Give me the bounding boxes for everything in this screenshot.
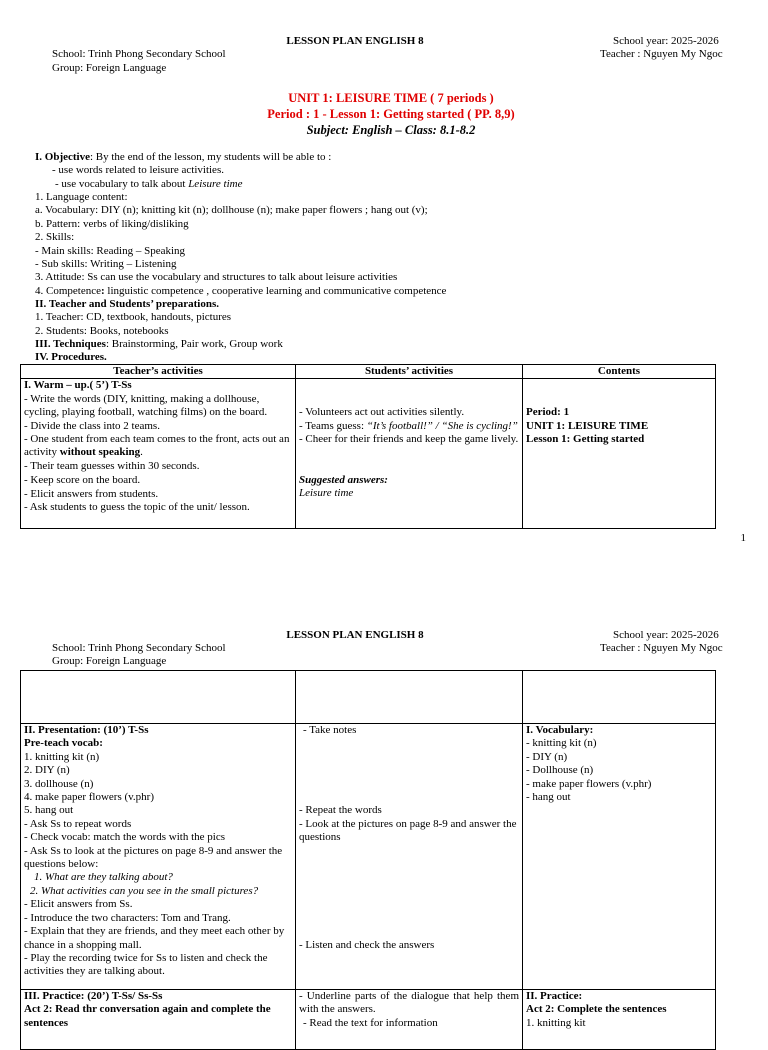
techniques-line [35,338,283,351]
preparations-heading: II. Teacher and Students’ preparations. [35,298,219,310]
sub-skills: - Sub skills: Writing – Listening [35,258,177,270]
warmup-teacher-cell [21,379,296,529]
objective-line [35,151,331,164]
warmup-contents-cell [523,379,716,529]
practice-title: III. Practice: (20’) T-Ss/ Ss-Ss [24,990,163,1002]
practice-act-2: Act 2: Read thr conversation again and complete the sentences [24,1003,271,1029]
header-teacher-activities: Teacher’s activities [21,365,296,379]
warmup-title: I. Warm – up.( 5’) T-Ss [24,379,132,392]
vocab-item: 3. dollhouse (n) [24,777,94,790]
warmup-step: - Ask students to guess the topic of the unit/ lesson. [24,501,250,514]
warmup-step-end: . [140,446,143,459]
student-activity: - Listen and check the answers [299,938,435,951]
practice-contents-cell [523,990,716,1050]
subject-line: Subject: English – Class: 8.1-8.2 [306,123,476,137]
vocab-content-item: - knitting kit (n) [526,737,597,750]
vocab-content-item: - hang out [526,791,571,804]
vocab-item: 5. hang out [24,804,74,817]
objective-item-2 [55,178,242,191]
page-number: 1 [740,532,746,544]
warmup-step: - Write the words (DIY, knitting, making a dollhouse, cycling, playing football, watching films) on the board. [24,392,268,419]
contents-lesson: Lesson 1: Getting started [526,433,645,446]
vocab-content-item: - Dollhouse (n) [526,764,594,777]
student-activity: - Underline parts of the dialogue that help them with the answers. [299,990,519,1016]
contents-period: Period: 1 [526,406,570,419]
student-activity: - Volunteers act out activities silently. [299,406,465,419]
practice-content-item: 1. knitting kit [526,1016,586,1029]
competence-line [35,285,446,298]
vocabulary-heading: I. Vocabulary: [526,724,594,736]
procedures-table [20,364,716,529]
student-activity-text: - Teams guess: [299,419,367,432]
pattern-line: b. Pattern: verbs of liking/disliking [35,218,189,230]
competence-text: linguistic competence , cooperative learning and communicative competence [104,285,447,297]
procedures-heading: IV. Procedures. [35,351,107,363]
teacher-step: - Elicit answers from Ss. [24,898,133,911]
competence-label: 4. Competence [35,285,101,297]
attitude-line: 3. Attitude: Ss can use the vocabulary and structures to talk about leisure activities [35,271,398,283]
vocab-content-item: - DIY (n) [526,750,568,763]
vocab-item: 4. make paper flowers (v.phr) [24,791,155,804]
teacher-step: - Ask Ss to look at the pictures on page 8-9 and answer the questions below: [24,844,283,871]
warmup-step-text: - One student from each team comes to the front, acts out an activity [24,433,290,459]
group-name: Group: Foreign Language [52,655,167,667]
lesson-plan-title: LESSON PLAN ENGLISH 8 [286,629,424,641]
presentation-contents-cell [523,724,716,990]
question-item: 1. What are they talking about? [34,871,173,884]
suggested-answers-label: Suggested answers: [299,473,388,486]
teacher-step: - Play the recording twice for Ss to listen and check the activities they are talking about. [24,951,268,978]
vocab-item: 1. knitting kit (n) [24,750,100,763]
student-activity-italic: “It’s football!” / “She is cycling!” [366,419,518,432]
vocab-item: 2. DIY (n) [24,764,70,777]
period-title: Period : 1 - Lesson 1: Getting started ( PP. 8,9) [267,107,515,121]
teacher-step: - Explain that they are friends, and they meet each other by chance in a shopping mall. [24,925,285,951]
presentation-title: II. Presentation: (10’) T-Ss [24,724,149,736]
vocab-content-item: - make paper flowers (v.phr) [526,777,652,790]
practice-students-cell [296,990,523,1050]
unit-title: UNIT 1: LEISURE TIME ( 7 periods ) [288,91,494,105]
lesson-plan-title: LESSON PLAN ENGLISH 8 [286,35,424,47]
practice-heading: II. Practice: [526,990,583,1002]
objective-item-2-text: - use vocabulary to talk about [55,178,189,190]
empty-cell [296,671,523,724]
objective-item-1: - use words related to leisure activities. [52,164,224,176]
objective-item-2-italic: Leisure time [188,178,243,190]
skills-heading: 2. Skills: [35,231,75,243]
teacher-step: - Ask Ss to repeat words [24,817,132,830]
header-students-activities: Students’ activities [296,365,523,379]
warmup-step-bold: without speaking [59,446,141,459]
student-activity [299,420,519,433]
student-activity: - Repeat the words [299,804,382,817]
objective-text: : By the end of the lesson, my students will be able to : [89,151,332,163]
preparation-students: 2. Students: Books, notebooks [35,325,169,337]
teacher-name: Teacher : Nguyen My Ngoc [600,642,723,654]
main-skills: - Main skills: Reading – Speaking [35,245,186,257]
school-name: School: Trinh Phong Secondary School [52,642,226,654]
suggested-answer: Leisure time [299,487,354,500]
procedures-table-continued [20,670,716,1050]
teacher-name: Teacher : Nguyen My Ngoc [600,48,723,60]
techniques-text: : Brainstorming, Pair work, Group work [105,338,283,350]
school-year: School year: 2025-2026 [613,629,719,641]
student-activity: - Take notes [303,724,357,736]
student-activity: - Cheer for their friends and keep the game lively. [299,433,519,446]
empty-cell [523,671,716,724]
school-year: School year: 2025-2026 [613,35,719,47]
objective-label: I. Objective [35,151,90,163]
student-activity: - Look at the pictures on page 8-9 and answer the questions [299,817,517,844]
teacher-step: - Check vocab: match the words with the pics [24,831,226,844]
warmup-step: - Elicit answers from students. [24,487,159,500]
school-name: School: Trinh Phong Secondary School [52,48,226,60]
question-item: 2. What activities can you see in the small pictures? [30,884,259,897]
warmup-step [24,433,292,460]
preparation-teacher: 1. Teacher: CD, textbook, handouts, pictures [35,311,232,323]
preteach-label: Pre-teach vocab: [24,737,103,750]
empty-cell [21,671,296,724]
practice-teacher-cell [21,990,296,1050]
contents-unit: UNIT 1: LEISURE TIME [526,419,649,432]
presentation-teacher-cell [21,724,296,990]
practice-act-heading: Act 2: Complete the sentences [526,1003,667,1016]
header-contents: Contents [523,365,716,379]
warmup-step: - Divide the class into 2 teams. [24,419,160,432]
warmup-students-cell [296,379,523,529]
vocabulary-line: a. Vocabulary: DIY (n); knitting kit (n); dollhouse (n); make paper flowers ; hang out (v); [35,204,428,216]
competence-colon: : [100,285,105,297]
warmup-step: - Keep score on the board. [24,474,141,487]
student-activity: - Read the text for information [303,1016,438,1029]
presentation-students-cell [296,724,523,990]
warmup-step: - Their team guesses within 30 seconds. [24,459,200,472]
teacher-step: - Introduce the two characters: Tom and Trang. [24,911,231,924]
group-name: Group: Foreign Language [52,62,167,74]
techniques-label: III. Techniques [35,338,106,350]
language-content: 1. Language content: [35,191,128,203]
